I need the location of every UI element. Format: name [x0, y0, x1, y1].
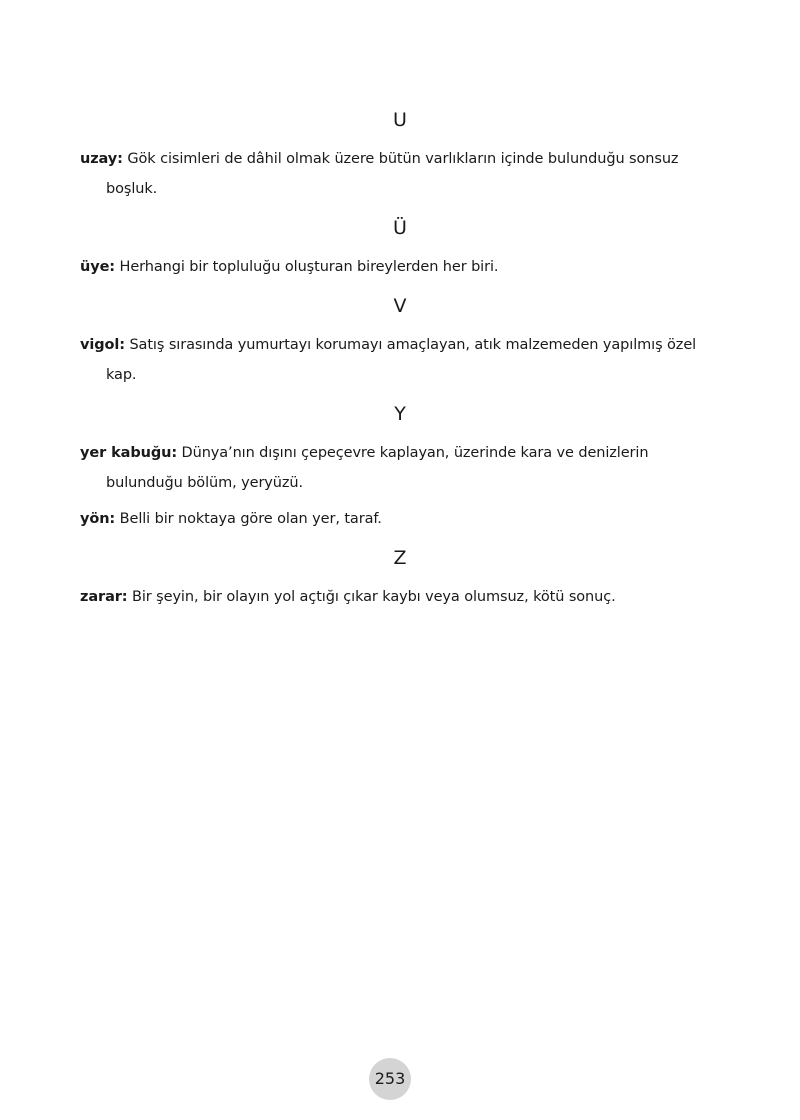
- glossary-definition: Gök cisimleri de dâhil olmak üzere bütün varlıkların içinde bulunduğu sonsuz boşluk.: [106, 151, 679, 197]
- glossary-term: zarar:: [80, 589, 128, 605]
- glossary-entry-vigol: [80, 330, 720, 390]
- page-number: 253: [369, 1058, 411, 1100]
- letter-heading-y: Y: [394, 403, 406, 425]
- glossary-list: [80, 108, 720, 624]
- glossary-definition: Belli bir noktaya göre olan yer, taraf.: [119, 511, 382, 527]
- glossary-definition: Dünya’nın dışını çepeçevre kaplayan, üzerinde kara ve denizlerin bulunduğu bölüm, yeryüzü.: [106, 445, 649, 491]
- letter-heading-z: Z: [393, 547, 407, 569]
- glossary-term: yer kabuğu:: [80, 445, 178, 461]
- letter-heading-u: U: [393, 109, 407, 131]
- glossary-definition: Satış sırasında yumurtayı korumayı amaçlayan, atık malzemeden yapılmış özel kap.: [106, 337, 697, 383]
- glossary-entry-yer-kabugu: [80, 438, 720, 498]
- glossary-term: uzay:: [80, 151, 123, 167]
- glossary-entry-zarar: [80, 582, 720, 612]
- glossary-entry-uye: [80, 252, 720, 282]
- glossary-term: yön:: [80, 511, 116, 527]
- glossary-definition: Bir şeyin, bir olayın yol açtığı çıkar kaybı veya olumsuz, kötü sonuç.: [132, 589, 616, 605]
- glossary-entry-uzay: [80, 144, 720, 204]
- glossary-term: üye:: [80, 259, 116, 275]
- letter-heading-u-umlaut: Ü: [393, 217, 407, 239]
- glossary-term: vigol:: [80, 337, 125, 353]
- glossary-entry-yon: [80, 504, 720, 534]
- glossary-definition: Herhangi bir topluluğu oluşturan bireylerden her biri.: [119, 259, 499, 275]
- letter-heading-v: V: [393, 295, 407, 317]
